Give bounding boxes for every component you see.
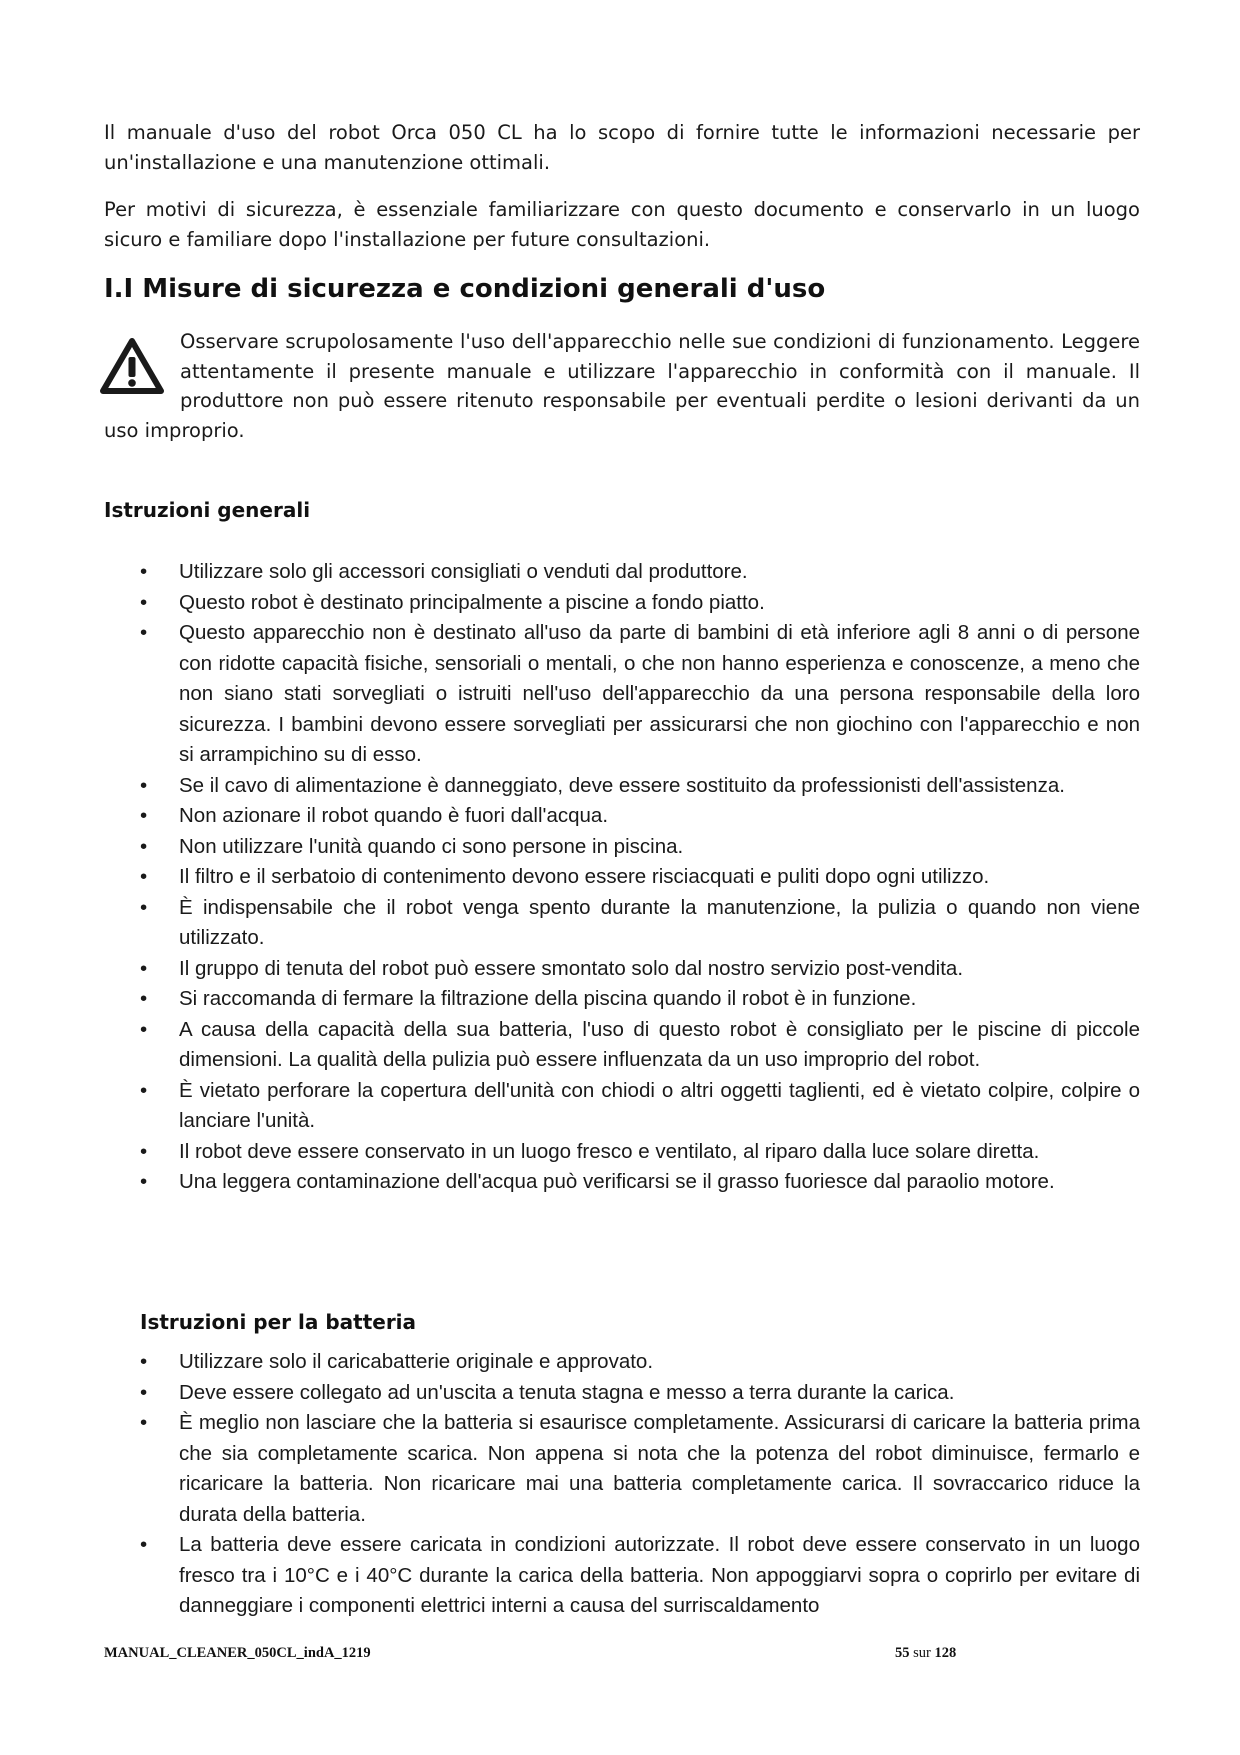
bullet: •: [140, 865, 148, 888]
list-item: • Se il cavo di alimentazione è danneggiato, deve essere sostituito da professionisti dell'assistenza.: [140, 771, 1140, 802]
general-instructions-list: [140, 557, 1140, 1198]
bullet: •: [140, 560, 148, 583]
list-item: • Il filtro e il serbatoio di contenimento devono essere risciacquati e puliti dopo ogni utilizzo.: [140, 862, 1140, 893]
bullet: •: [140, 1078, 148, 1102]
battery-instructions-heading: Istruzioni per la batteria: [140, 1310, 417, 1334]
intro-paragraph-2: Per motivi di sicurezza, è essenziale familiarizzare con questo documento e conservarlo in un luogo sicuro e familiare dopo l'installazione per future consultazioni.: [104, 198, 1140, 251]
warning-notice: [104, 327, 1140, 445]
bullet: •: [140, 1411, 148, 1434]
warning-text: Osservare scrupolosamente l'uso dell'apparecchio nelle sue condizioni di funzionamento. Leggere attentamente il presente manuale e utilizzare l'apparecchio in conformità con il manuale. Il produttore non può essere ritenuto responsabile per eventuali perdite o lesioni derivanti da un uso improprio.: [104, 330, 1140, 442]
section-title: I.I Misure di sicurezza e condizioni generali d'uso: [104, 274, 826, 304]
bullet: •: [140, 1533, 148, 1556]
intro-paragraph-1: Il manuale d'uso del robot Orca 050 CL ha lo scopo di fornire tutte le informazioni necessarie per un'installazione e una manutenzione ottimali.: [104, 121, 1140, 174]
bullet: •: [140, 895, 148, 919]
page-total: 128: [934, 1645, 957, 1661]
bullet: •: [140, 773, 148, 797]
bullet: •: [140, 1170, 148, 1193]
footer-doc-id: MANUAL_CLEANER_050CL_indA_1219: [104, 1645, 371, 1661]
list-item: • È meglio non lasciare che la batteria si esaurisce completamente. Assicurarsi di caricare la batteria prima che sia completamente scarica. Non appena si nota che la potenza del robot diminuisce, fermarlo e ricaricare la batteria. Non ricaricare mai una batteria completamente carica. Il sovraccarico riduce la durata della batteria.: [140, 1408, 1140, 1530]
list-item: • Questo apparecchio non è destinato all'uso da parte di bambini di età inferiore agli 8 anni o di persone con ridotte capacità fisiche, sensoriali o mentali, o che non hanno esperienza e conoscenze, a meno che non siano stati sorvegliati o istruiti nell'uso dell'apparecchio da una persona responsabile della loro sicurezza. I bambini devono essere sorvegliati per assicurarsi che non giochino con l'apparecchio e non si arrampichino su di esso.: [140, 618, 1140, 771]
general-instructions-heading: Istruzioni generali: [104, 498, 311, 522]
bullet: •: [140, 1139, 148, 1163]
list-item: • Non utilizzare l'unità quando ci sono persone in piscina.: [140, 832, 1140, 863]
bullet: •: [140, 834, 148, 858]
list-item: • Si raccomanda di fermare la filtrazione della piscina quando il robot è in funzione.: [140, 984, 1140, 1015]
bullet: •: [140, 987, 148, 1010]
bullet: •: [140, 804, 148, 827]
bullet: •: [140, 621, 148, 644]
list-item: • La batteria deve essere caricata in condizioni autorizzate. Il robot deve essere conservato in un luogo fresco tra i 10°C e i 40°C durante la carica della batteria. Non appoggiarvi sopra o coprirlo per evitare di danneggiare i componenti elettrici interni a causa del surriscaldamento: [140, 1530, 1140, 1622]
page-current: 55: [895, 1645, 910, 1661]
bullet: •: [140, 1350, 148, 1373]
list-item: • Una leggera contaminazione dell'acqua può verificarsi se il grasso fuoriesce dal paraolio motore.: [140, 1167, 1140, 1198]
battery-instructions-list: [140, 1347, 1140, 1622]
list-item: • Deve essere collegato ad un'uscita a tenuta stagna e messo a terra durante la carica.: [140, 1378, 1140, 1409]
list-item: • È indispensabile che il robot venga spento durante la manutenzione, la pulizia o quando non viene utilizzato.: [140, 893, 1140, 954]
list-item: • È vietato perforare la copertura dell'unità con chiodi o altri oggetti taglienti, ed è vietato colpire, colpire o lanciare l'unità.: [140, 1076, 1140, 1137]
footer-page-number: [895, 1645, 956, 1662]
bullet: •: [140, 956, 148, 980]
list-item: • Utilizzare solo il caricabatterie originale e approvato.: [140, 1347, 1140, 1378]
bullet: •: [140, 590, 148, 614]
list-item: • Il robot deve essere conservato in un luogo fresco e ventilato, al riparo dalla luce solare diretta.: [140, 1137, 1140, 1168]
list-item: • Questo robot è destinato principalmente a piscine a fondo piatto.: [140, 588, 1140, 619]
list-item: • Il gruppo di tenuta del robot può essere smontato solo dal nostro servizio post-vendita.: [140, 954, 1140, 985]
list-item: • Non azionare il robot quando è fuori dall'acqua.: [140, 801, 1140, 832]
bullet: •: [140, 1380, 148, 1404]
bullet: •: [140, 1017, 148, 1041]
list-item: • A causa della capacità della sua batteria, l'uso di questo robot è consigliato per le piscine di piccole dimensioni. La qualità della pulizia può essere influenzata da un uso improprio del robot.: [140, 1015, 1140, 1076]
list-item: • Utilizzare solo gli accessori consigliati o venduti dal produttore.: [140, 557, 1140, 588]
page-separator: sur: [913, 1645, 931, 1661]
